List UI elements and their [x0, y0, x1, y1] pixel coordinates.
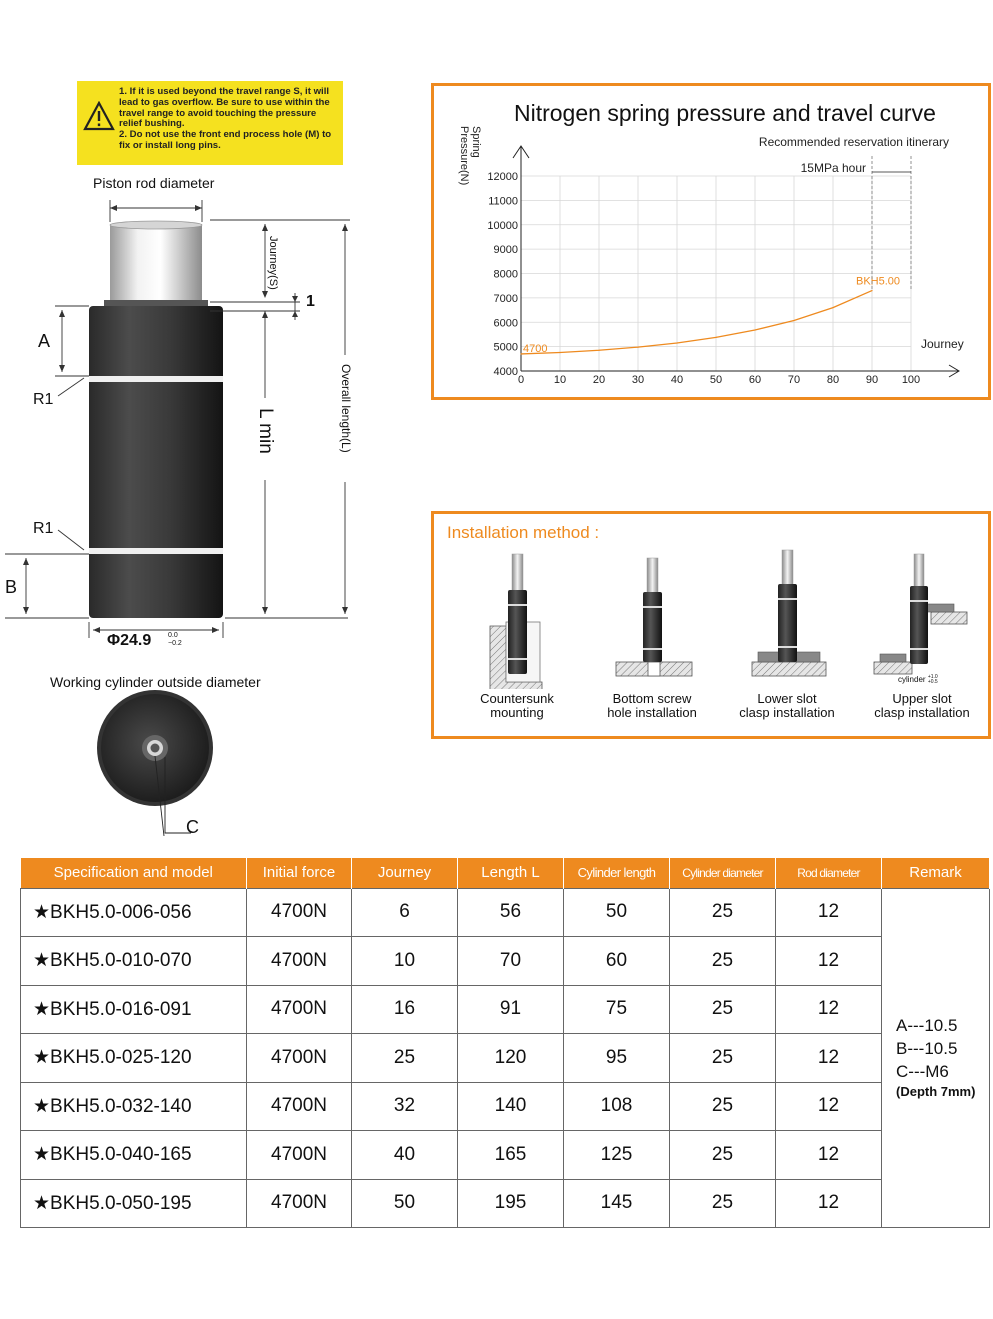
tol-lower: −0.2 [168, 640, 182, 647]
piston-rod-diameter-label: Piston rod diameter [93, 175, 215, 191]
table-cell: 4700N [247, 1034, 352, 1083]
table-cell: 4700N [247, 1179, 352, 1228]
table-cell: ★BKH5.0-010-070 [21, 937, 247, 986]
table-row [21, 888, 990, 937]
x-tick-label: 90 [865, 374, 879, 386]
upper-slot-illustration [874, 554, 967, 674]
series-point [793, 320, 794, 321]
series-point [715, 337, 716, 338]
table-cell: 120 [458, 1034, 564, 1083]
remark-depth: (Depth 7mm) [896, 1084, 976, 1100]
table-cell: 25 [670, 888, 776, 937]
table-row [21, 937, 990, 986]
clearance-one-label: 1 [306, 293, 315, 310]
cylinder-note-label: cylinder [898, 675, 926, 685]
table-cell: ★BKH5.0-040-165 [21, 1131, 247, 1180]
x-tick-label: 30 [631, 374, 645, 386]
header-remark: Remark [882, 858, 990, 888]
table-cell: 108 [564, 1082, 670, 1131]
table-cell: 32 [352, 1082, 458, 1131]
table-cell: ★BKH5.0-032-140 [21, 1082, 247, 1131]
y-axis-label: SpringPressure(N) [458, 126, 482, 186]
series-point [754, 329, 755, 330]
r1-top-label: R1 [33, 391, 54, 408]
table-cell: 145 [564, 1179, 670, 1228]
r1-bottom-label: R1 [33, 520, 54, 537]
table-row [21, 1131, 990, 1180]
cylinder-tol-lower: +0.5 [927, 679, 938, 685]
x-tick-label: 70 [787, 374, 801, 386]
dim-c-label: C [186, 817, 199, 837]
header-cylinder-diameter: Cylinder diameter [670, 858, 776, 888]
phi-tolerance [168, 632, 182, 648]
x-tick-label: 10 [553, 374, 567, 386]
table-cell: 165 [458, 1131, 564, 1180]
table-cell: 12 [776, 1082, 882, 1131]
dim-a-label: A [38, 331, 51, 351]
header-rod-diameter: Rod diameter [776, 858, 882, 888]
table-cell: 91 [458, 985, 564, 1034]
working-cylinder-label: Working cylinder outside diameter [50, 674, 261, 690]
x-tick-label: 40 [670, 374, 684, 386]
header-spec: Specification and model [21, 858, 247, 888]
reservation-sub-label: 15MPa hour [800, 161, 866, 175]
cylinder-note [898, 675, 938, 685]
table-cell: 16 [352, 985, 458, 1034]
piston-rod [110, 224, 202, 306]
table-cell: 25 [670, 1131, 776, 1180]
chart-title: Nitrogen spring pressure and travel curve [514, 100, 936, 126]
table-cell: ★BKH5.0-016-091 [21, 985, 247, 1034]
x-tick-label: 100 [901, 374, 921, 386]
x-tick-label: 50 [709, 374, 723, 386]
tol-upper: 0.0 [168, 632, 178, 639]
table-cell: 10 [352, 937, 458, 986]
table-cell: 25 [670, 1179, 776, 1228]
table-cell: 50 [564, 888, 670, 937]
table-cell: 12 [776, 1179, 882, 1228]
table-row [21, 1082, 990, 1131]
remark-c: C---M6 [896, 1062, 949, 1082]
table-cell: 12 [776, 1034, 882, 1083]
table-row [21, 1179, 990, 1228]
pressure-chart [431, 83, 991, 400]
start-value-label: 4700 [523, 342, 548, 355]
installation-illustrations [434, 544, 988, 689]
table-cell: 75 [564, 985, 670, 1034]
table-cell: 60 [564, 937, 670, 986]
remark-b: B---10.5 [896, 1039, 958, 1059]
table-cell: 4700N [247, 1131, 352, 1180]
spec-table [20, 858, 990, 1228]
x-tick-label: 80 [826, 374, 840, 386]
dim-b-label: B [5, 577, 18, 597]
bottom-screw-illustration [616, 558, 692, 676]
x-tick-label: 60 [748, 374, 762, 386]
y-tick-label: 12000 [487, 171, 518, 183]
series-point [559, 352, 560, 353]
table-cell: ★BKH5.0-006-056 [21, 888, 247, 937]
phi-label: Φ24.9 [107, 632, 152, 649]
lower-slot-illustration [752, 550, 826, 676]
table-cell: 56 [458, 888, 564, 937]
warning-box [77, 81, 343, 165]
cylinder-body [89, 306, 223, 618]
table-cell: 12 [776, 937, 882, 986]
table-cell: 6 [352, 888, 458, 937]
y-tick-label: 11000 [488, 195, 518, 208]
method-lower-slot: Lower slot clasp installation [739, 691, 835, 720]
table-cell: 95 [564, 1034, 670, 1083]
table-cell: 125 [564, 1131, 670, 1180]
series-point [637, 347, 638, 348]
reservation-label: Recommended reservation itinerary [758, 135, 949, 149]
spring-drawing [0, 170, 380, 670]
table-cell: 12 [776, 985, 882, 1034]
method-countersunk: Countersunk mounting [480, 691, 554, 720]
table-cell: 25 [670, 1082, 776, 1131]
header-initial-force: Initial force [247, 858, 352, 888]
table-cell: 40 [352, 1131, 458, 1180]
table-cell: 4700N [247, 1082, 352, 1131]
table-cell: 4700N [247, 888, 352, 937]
l-min-label: L min [255, 408, 276, 454]
table-cell: ★BKH5.0-050-195 [21, 1179, 247, 1228]
x-tick-label: 0 [517, 374, 525, 386]
table-cell: 140 [458, 1082, 564, 1131]
table-cell: 25 [670, 1034, 776, 1083]
header-cylinder-length: Cylinder length [564, 858, 670, 888]
series-end-label: BKH5.00 [856, 275, 901, 288]
y-tick-label: 10000 [487, 219, 518, 232]
table-row [21, 985, 990, 1034]
installation-box [431, 511, 991, 739]
table-cell: 50 [352, 1179, 458, 1228]
journey-s-label: Journey(S) [267, 236, 279, 290]
series-point [832, 307, 833, 308]
table-cell: 4700N [247, 937, 352, 986]
y-tick-label: 5000 [493, 341, 518, 354]
series-point [676, 342, 677, 343]
table-header-row [21, 858, 990, 888]
warning-line-2: 2. Do not use the front end process hole (M) to fix or install long pins. [119, 129, 332, 151]
table-cell: 25 [352, 1034, 458, 1083]
header-length: Length L [458, 858, 564, 888]
warning-line-1: 1. If it is used beyond the travel range S, it will lead to gas overflow. Be sure to use within the travel range to avoid touching the pressure relief bushing. [119, 86, 330, 130]
y-tick-label: 6000 [493, 317, 518, 330]
x-axis-label: Journey [921, 337, 964, 351]
remark-a: A---10.5 [896, 1016, 958, 1036]
chart-plot [434, 86, 988, 397]
remark-cell [882, 888, 990, 1228]
method-bottom-screw: Bottom screw hole installation [607, 691, 697, 720]
header-journey: Journey [352, 858, 458, 888]
method-upper-slot: Upper slot clasp installation [874, 691, 970, 720]
countersunk-illustration [490, 554, 542, 689]
series-point [520, 353, 521, 354]
y-tick-label: 4000 [493, 366, 518, 378]
series-point [598, 350, 599, 351]
warning-text [119, 87, 339, 152]
table-cell: 12 [776, 1131, 882, 1180]
x-tick-label: 20 [592, 374, 606, 386]
table-cell: 12 [776, 888, 882, 937]
table-row [21, 1034, 990, 1083]
table-cell: 195 [458, 1179, 564, 1228]
table-cell: 25 [670, 937, 776, 986]
y-tick-label: 8000 [493, 268, 518, 281]
table-cell: 25 [670, 985, 776, 1034]
table-cell: 4700N [247, 985, 352, 1034]
cylinder-tol-upper: +1.0 [927, 674, 938, 680]
warning-icon [83, 101, 115, 131]
table-cell: 70 [458, 937, 564, 986]
overall-length-label: Overall length(L) [339, 364, 353, 453]
table-cell: ★BKH5.0-025-120 [21, 1034, 247, 1083]
installation-title: Installation method : [447, 523, 600, 542]
y-tick-label: 7000 [493, 292, 518, 305]
y-tick-label: 9000 [493, 244, 518, 257]
